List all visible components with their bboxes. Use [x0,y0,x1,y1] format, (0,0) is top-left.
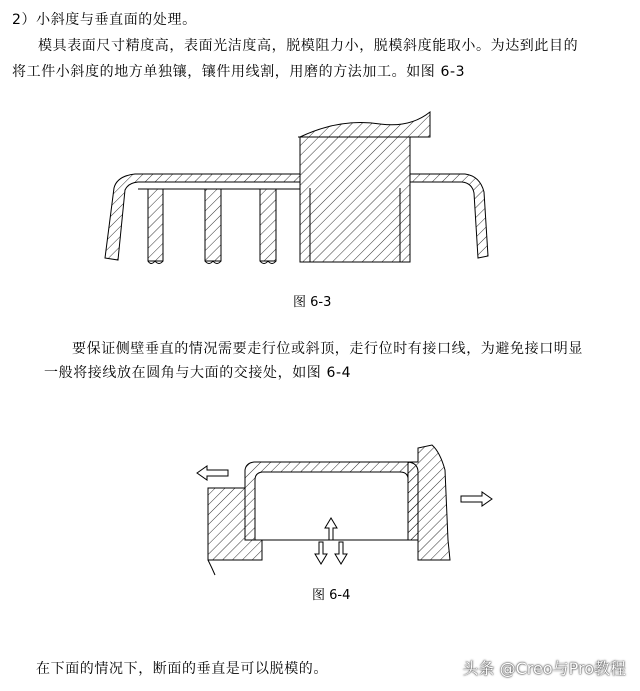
paragraph-2-line-2: 一般将接线放在圆角与大面的交接处，如图 6-4 [44,365,352,381]
figure-6-3-caption: 图 6-3 [293,295,332,310]
figure-6-4-caption: 图 6-4 [312,588,351,603]
paragraph-2-line-1: 要保证侧壁垂直的情况需要走行位或斜顶，走行位时有接口线，为避免接口明显 [72,341,583,357]
arrow-down-icons [315,542,347,564]
arrow-right-icon [461,492,492,506]
paragraph-1-line-2: 将工件小斜度的地方单独镶，镶件用线割，用磨的方法加工。如图 6-3 [12,64,466,80]
paragraph-3: 在下面的情况下，断面的垂直是可以脱模的。 [36,661,328,677]
arrow-left-icon [197,466,228,480]
section-heading: 2）小斜度与垂直面的处理。 [12,12,197,28]
watermark: 头条 @Creo与Pro教程 [462,659,626,678]
paragraph-1-line-1: 模具表面尺寸精度高，表面光洁度高，脱模阻力小，脱模斜度能取小。为达到此目的 [38,38,579,54]
arrow-up-icon [325,518,337,540]
figure-6-4-right-slider [408,445,450,560]
